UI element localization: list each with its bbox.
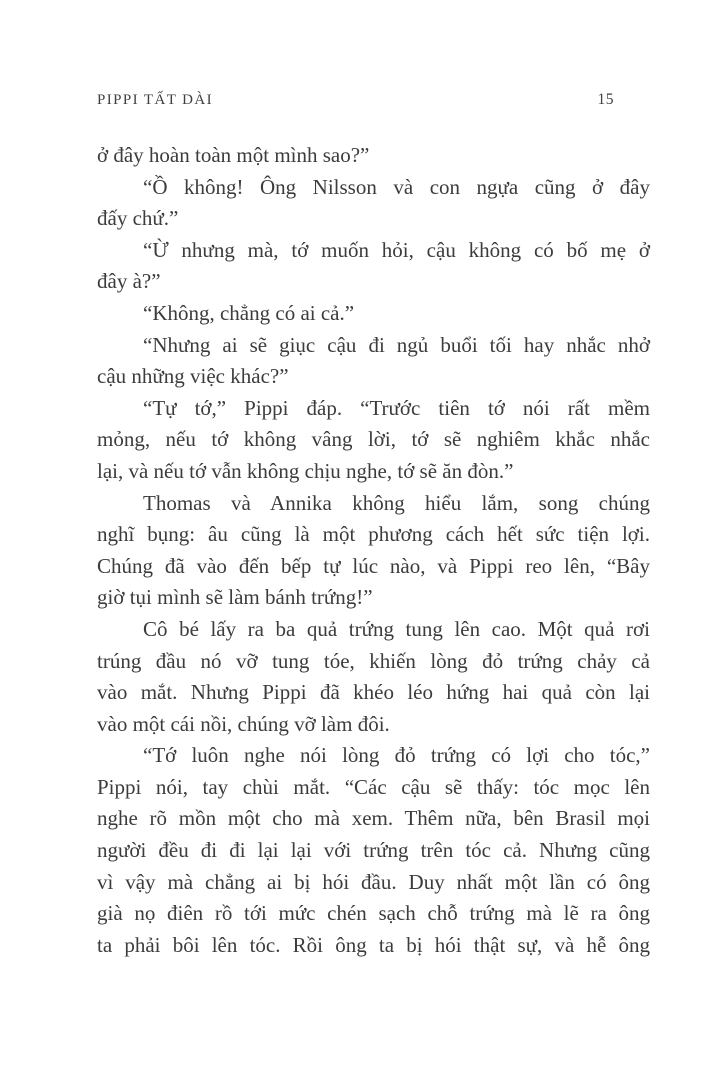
text-line: “Tự tớ,” Pippi đáp. “Trước tiên tớ nói rất mềm xyxy=(143,395,650,420)
running-header xyxy=(97,91,650,109)
paragraph xyxy=(97,393,650,488)
text-line: nghĩ bụng: âu cũng là một phương cách hết sức tiện lợi. xyxy=(97,522,650,547)
text-line: “Nhưng ai sẽ giục cậu đi ngủ buổi tối hay nhắc nhở xyxy=(143,332,650,357)
paragraph xyxy=(97,614,650,740)
text-line: đây à?” xyxy=(97,269,161,294)
paragraph xyxy=(97,140,650,172)
page-number: 15 xyxy=(597,91,614,108)
running-title: PIPPI TẤT DÀI xyxy=(97,92,213,108)
text-line: vào mắt. Nhưng Pippi đã khéo léo hứng hai quả còn lại xyxy=(97,680,650,705)
text-line: “Ồ không! Ông Nilsson và con ngựa cũng ở đây xyxy=(143,174,650,199)
text-line: mỏng, nếu tớ không vâng lời, tớ sẽ nghiêm khắc nhắc xyxy=(97,427,650,452)
text-line: già nọ điên rồ tới mức chén sạch chỗ trứng mà lẽ ra ông xyxy=(97,901,650,926)
text-line: người đều đi đi lại lại với trứng trên tóc cả. Nhưng cũng xyxy=(97,838,650,863)
paragraph xyxy=(97,235,650,298)
text-line: Cô bé lấy ra ba quả trứng tung lên cao. Một quả rơi xyxy=(143,616,650,641)
text-line: ở đây hoàn toàn một mình sao?” xyxy=(97,143,370,167)
text-line: giờ tụi mình sẽ làm bánh trứng!” xyxy=(97,585,373,610)
text-line: Thomas và Annika không hiểu lắm, song chúng xyxy=(143,490,650,515)
paragraph xyxy=(97,740,650,961)
text-line: lại, và nếu tớ vẫn không chịu nghe, tớ sẽ ăn đòn.” xyxy=(97,458,514,483)
text-line: nghe rõ mồn một cho mà xem. Thêm nữa, bên Brasil mọi xyxy=(97,806,650,831)
text-line: Chúng đã vào đến bếp tự lúc nào, và Pippi reo lên, “Bây xyxy=(97,553,650,578)
text-line: “Không, chẳng có ai cả.” xyxy=(143,300,355,325)
text-line: vì vậy mà chẳng ai bị hói đầu. Duy nhất một lần có ông xyxy=(97,869,650,894)
page-text xyxy=(97,140,650,961)
text-line: ta phải bôi lên tóc. Rồi ông ta bị hói thật sự, và hễ ông xyxy=(97,932,650,957)
text-line: “Tớ luôn nghe nói lòng đỏ trứng có lợi cho tóc,” xyxy=(143,743,650,768)
paragraph xyxy=(97,488,650,614)
text-line: Pippi nói, tay chùi mắt. “Các cậu sẽ thấy: tóc mọc lên xyxy=(97,774,650,799)
paragraph xyxy=(97,298,650,330)
text-line: đấy chứ.” xyxy=(97,206,179,231)
text-line: cậu những việc khác?” xyxy=(97,364,289,389)
text-line: vào một cái nồi, chúng vỡ làm đôi. xyxy=(97,711,390,736)
paragraph xyxy=(97,172,650,235)
paragraph xyxy=(97,330,650,393)
text-line: “Ừ nhưng mà, tớ muốn hỏi, cậu không có bố mẹ ở xyxy=(143,237,650,262)
text-line: trúng đầu nó vỡ tung tóe, khiến lòng đỏ trứng chảy cả xyxy=(97,648,650,673)
